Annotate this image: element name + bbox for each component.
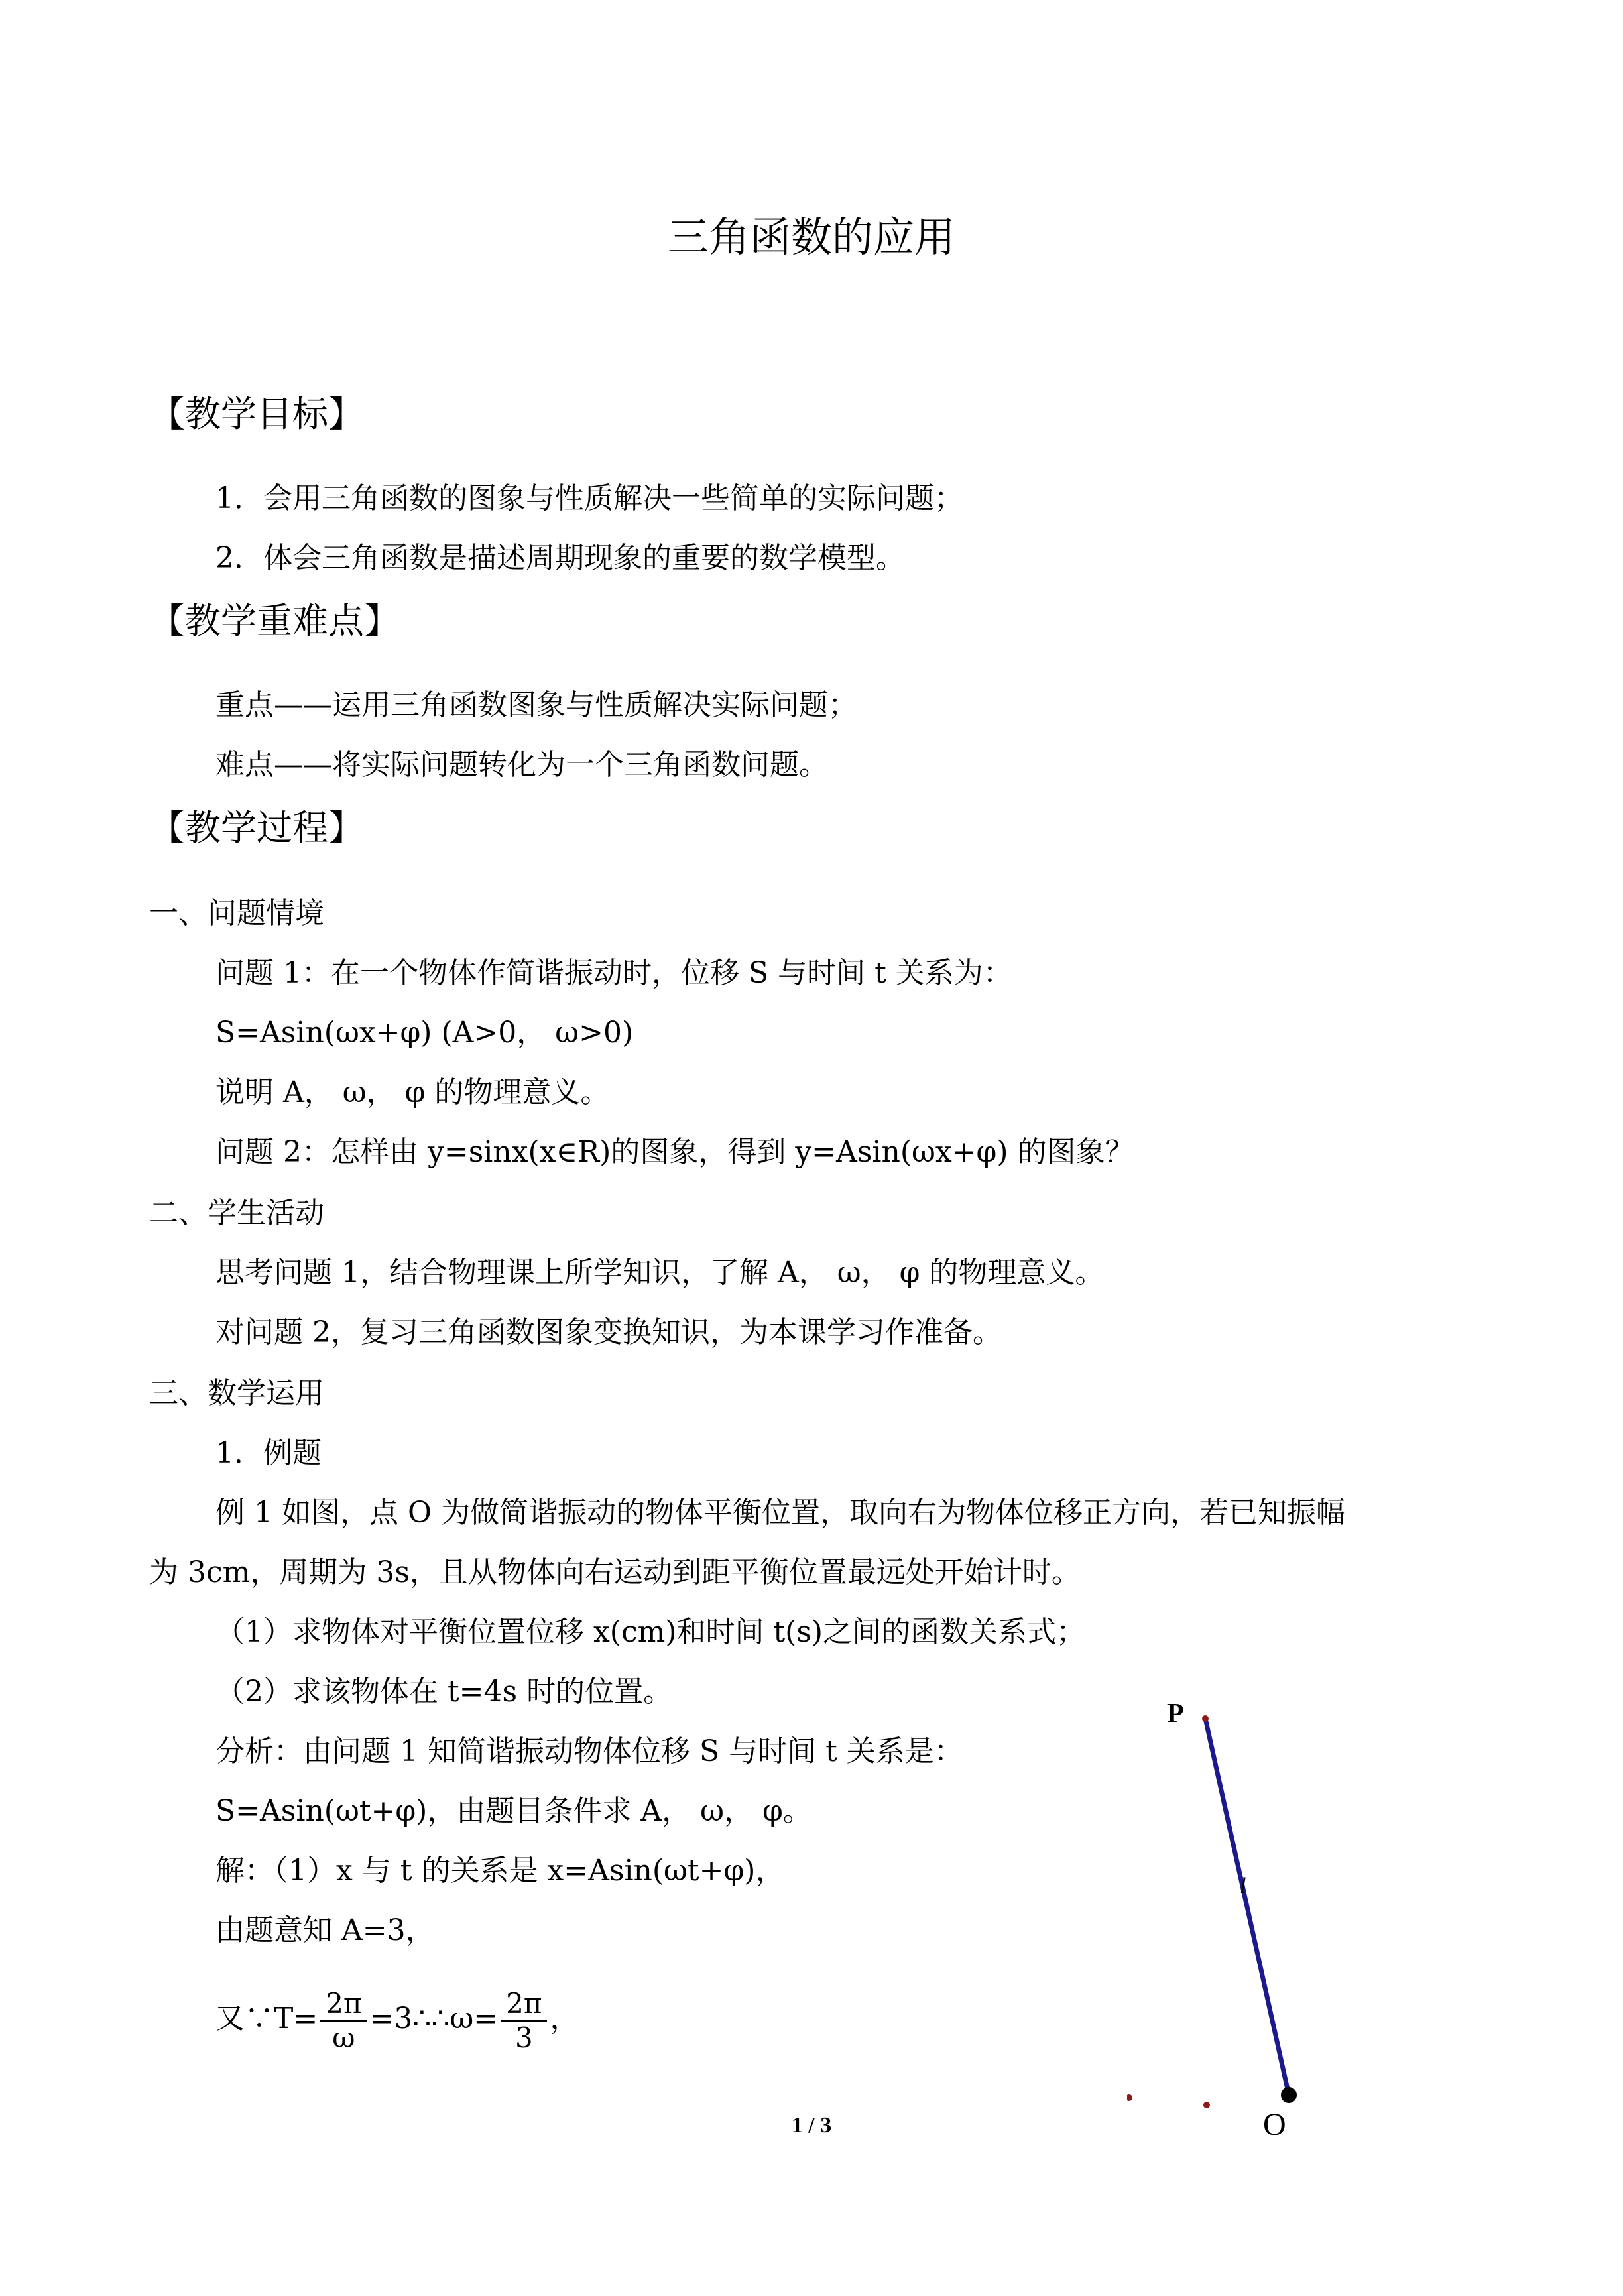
- equation-mid: =3∴∴ω=: [369, 2002, 499, 2035]
- paragraph: 说明 A， ω， φ 的物理意义。: [215, 1075, 610, 1109]
- key-point-item: 难点——将实际问题转化为一个三角函数问题。: [215, 748, 828, 782]
- section-title: 三、数学运用: [149, 1376, 324, 1410]
- point-o-dot: [1281, 2087, 1297, 2103]
- paragraph: S=Asin(ωt+φ)，由题目条件求 A， ω， φ。: [215, 1794, 812, 1828]
- paragraph: 解：（1）x 与 t 的关系是 x=Asin(ωt+φ)，: [215, 1854, 785, 1888]
- key-point-item: 重点——运用三角函数图象与性质解决实际问题；: [215, 688, 857, 722]
- paragraph: 问题 1：在一个物体作简谐振动时，位移 S 与时间 t 关系为：: [215, 956, 1012, 990]
- reference-dot: [1203, 2102, 1210, 2108]
- paragraph: 分析：由问题 1 知简谐振动物体位移 S 与时间 t 关系是：: [215, 1734, 963, 1768]
- heading-objectives: 【教学目标】: [149, 393, 364, 435]
- equation: [215, 1982, 579, 2055]
- section-title: 二、学生活动: [149, 1196, 324, 1230]
- equation-suffix: ，: [550, 2002, 579, 2035]
- heading-key-points: 【教学重难点】: [149, 600, 400, 642]
- page-number: 1 / 3: [791, 2113, 832, 2138]
- fraction-denominator: ω: [332, 2021, 355, 2054]
- subsection-title: 1．例题: [215, 1436, 322, 1470]
- fraction-denominator: 3: [514, 2021, 533, 2054]
- point-p-dot: [1202, 1715, 1209, 1722]
- paragraph: 由题意知 A=3，: [215, 1913, 435, 1947]
- label-p: P: [1167, 1699, 1184, 1729]
- pendulum-line: [1205, 1719, 1289, 2095]
- label-o: O: [1263, 2107, 1286, 2135]
- formula: S=Asin(ωx+φ) (A>0， ω>0): [215, 1016, 634, 1050]
- fraction-numerator: 2π: [501, 1987, 547, 2022]
- document-title: 三角函数的应用: [667, 213, 955, 261]
- paragraph: 为 3cm，周期为 3s，且从物体向右运动到距平衡位置最远处开始计时。: [149, 1555, 1081, 1589]
- question: （2）求该物体在 t=4s 时的位置。: [215, 1675, 673, 1709]
- paragraph: 思考问题 1，结合物理课上所学知识，了解 A， ω， φ 的物理意义。: [215, 1256, 1105, 1290]
- fraction-numerator: 2π: [320, 1987, 367, 2022]
- paragraph: 问题 2：怎样由 y=sinx(x∈R)的图象，得到 y=Asin(ωx+φ) 的图象？: [215, 1135, 1134, 1169]
- objective-item: 1．会用三角函数的图象与性质解决一些简单的实际问题；: [215, 481, 963, 515]
- question: （1）求物体对平衡位置位移 x(cm)和时间 t(s)之间的函数关系式；: [215, 1615, 1086, 1649]
- paragraph: 例 1 如图，点 O 为做简谐振动的物体平衡位置，取向右为物体位移正方向，若已知振幅: [215, 1496, 1346, 1530]
- paragraph: 对问题 2，复习三角函数图象变换知识，为本课学习作准备。: [215, 1315, 1002, 1349]
- reference-dot: [1127, 2094, 1132, 2101]
- section-title: 一、问题情境: [149, 896, 324, 930]
- fraction-2pi-over-omega: [320, 1987, 367, 2055]
- objective-item: 2．体会三角函数是描述周期现象的重要的数学模型。: [215, 541, 905, 575]
- heading-process: 【教学过程】: [149, 807, 364, 849]
- fraction-2pi-over-3: [501, 1987, 547, 2055]
- equation-prefix: 又∵T=: [215, 2002, 318, 2035]
- pendulum-figure: [1127, 1684, 1366, 2135]
- label-l: l: [1240, 1874, 1246, 1898]
